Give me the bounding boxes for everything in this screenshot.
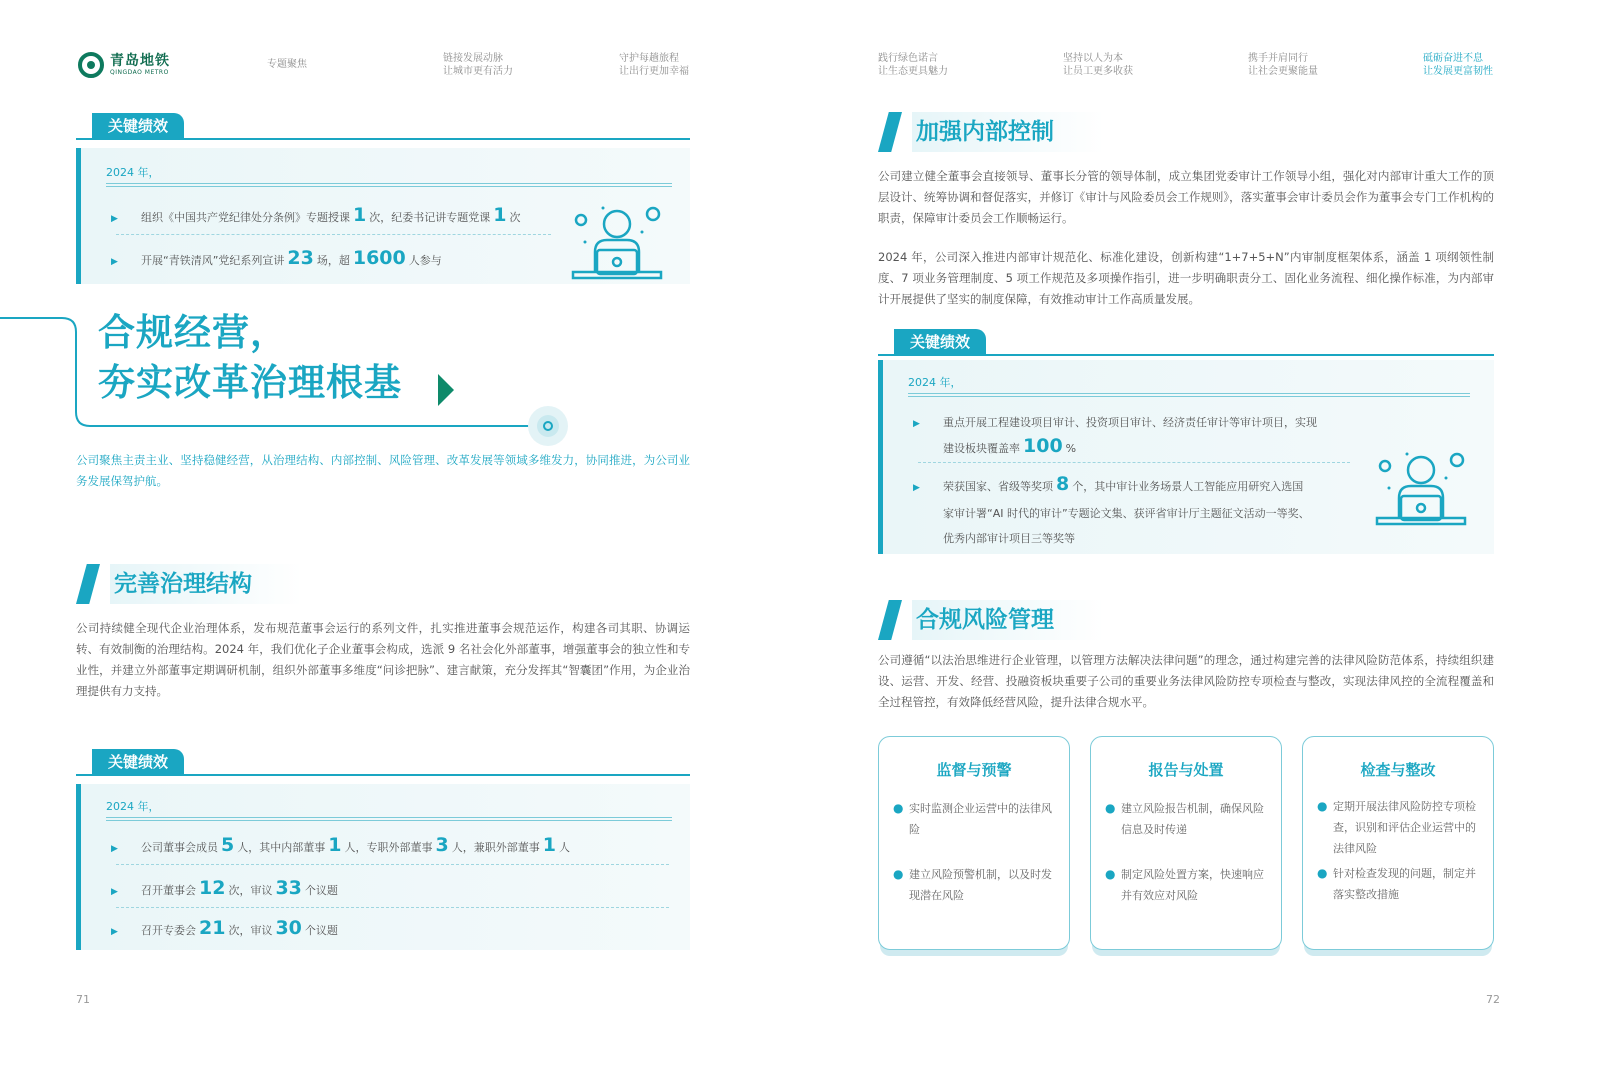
section-heading-governance (76, 564, 302, 604)
section-marker-icon (878, 112, 902, 152)
arrow-right-icon: ▶ (111, 927, 118, 937)
key-performance-box (76, 148, 690, 284)
card-item-text: 建立风险报告机制，确保风险信息及时传递 (1121, 802, 1264, 836)
internal-control-paragraph-2: 2024 年，公司深入推进内部审计规范化、标准化建设，创新构建“1+7+5+N”内审制度框架体系，涵盖 1 项纲领性制度、7 项业务管理制度、5 项工作规范及多项操作指引，进一步明确职责分工、固化业务流程、细化操作标准，为内部审计开展提供了坚实的制度保障，有效推动审计工作高质量发展。 (878, 250, 1494, 306)
kp-text: % (1065, 442, 1077, 455)
chapter-title-line1: 合规经营， (98, 311, 288, 354)
kp-text: 重点开展工程建设项目审计、投资项目审计、经济责任审计等审计项目，实现 (943, 416, 1317, 429)
kp-year: 2024 年， (106, 800, 160, 813)
nav-sublabel: 让员工更多收获 (1063, 66, 1133, 77)
page-number-right: 72 (1486, 993, 1500, 1006)
nav-sublabel: 让出行更加幸福 (619, 66, 689, 77)
kp-text: 次，审议 (228, 884, 273, 897)
kp-number: 1 (493, 204, 507, 226)
card-item-text: 实时监测企业运营中的法律风险 (909, 802, 1052, 836)
card-supervision-warning (878, 736, 1070, 950)
kp-number: 3 (435, 834, 449, 856)
arrow-right-icon: ▶ (111, 214, 118, 224)
card-report-handling (1090, 736, 1282, 950)
governance-paragraph: 公司持续健全现代企业治理体系，发布规范董事会运行的系列文件，扎实推进董事会规范运作，构建各司其职、协调运转、有效制衡的治理结构。2024 年，我们优化子企业董事会构成，选派 9 名社会化外部董事，增强董事会的独立性和专业性，并建立外部董事定期调研机制，组织外部董事多维度“问诊把脉”、建言献策，充分发挥其“智囊团”作用，为企业治理提供有力支持。 (76, 621, 690, 698)
card-inspection-rectification (1302, 736, 1494, 950)
chapter-title-line2: 夯实改革治理根基 (98, 361, 402, 404)
card-list-item (1091, 864, 1281, 906)
kp-text: 组织《中国共产党纪律处分条例》专题授课 (141, 211, 350, 224)
card-title: 报告与处置 (1148, 761, 1224, 779)
nav-item-people[interactable] (1063, 52, 1133, 78)
kp-text: 次，审议 (228, 924, 273, 937)
bullet-dot-icon: ● (893, 801, 904, 815)
nav-sublabel: 让城市更有活力 (443, 66, 513, 77)
card-item-text: 制定风险处置方案，快速响应并有效应对风险 (1121, 868, 1264, 902)
kp-number: 1 (353, 204, 367, 226)
kp-number: 1 (328, 834, 342, 856)
kp-number: 1 (542, 834, 556, 856)
bullet-dot-icon: ● (1105, 867, 1116, 881)
kp-text: 建设板块覆盖率 (943, 442, 1020, 455)
nav-item-development-active[interactable] (1423, 52, 1493, 78)
section-title: 完善治理结构 (110, 564, 302, 604)
kp-text: 场，超 (316, 254, 350, 267)
nav-label: 专题聚焦 (267, 59, 307, 70)
nav-sublabel: 让社会更聚能量 (1248, 66, 1318, 77)
key-performance-tab: 关键绩效 (92, 749, 184, 775)
kp-year: 2024 年， (908, 376, 962, 389)
kp-text: 人 (558, 841, 570, 854)
section-heading-internal-control (878, 112, 1104, 152)
card-list-item (879, 864, 1069, 906)
kp-row (111, 204, 520, 226)
arrow-right-icon: ▶ (111, 257, 118, 267)
card-list-item (879, 798, 1069, 840)
kp-top-rule (76, 138, 690, 140)
bullet-dot-icon: ● (893, 867, 904, 881)
nav-sublabel: 让发展更富韧性 (1423, 66, 1493, 77)
nav-item-feature[interactable] (267, 58, 307, 71)
section-marker-icon (878, 600, 902, 640)
kp-double-rule (908, 393, 1470, 397)
kp-dotted-separator (918, 462, 1350, 463)
person-laptop-icon (1371, 448, 1471, 530)
nav-label: 坚持以人为本 (1063, 53, 1123, 64)
key-performance-box (76, 784, 690, 950)
bullet-dot-icon: ● (1105, 801, 1116, 815)
kp-text: 开展“青铁清风”党纪系列宣讲 (141, 254, 285, 267)
kp-number: 1600 (352, 247, 406, 269)
nav-sublabel: 让生态更具魅力 (878, 66, 948, 77)
card-title: 检查与整改 (1360, 761, 1436, 779)
logo-name-cn: 青岛地铁 (110, 53, 170, 69)
kp-text: 召开专委会 (141, 924, 196, 937)
kp-text: 公司董事会成员 (141, 841, 218, 854)
kp-number: 21 (199, 917, 226, 939)
kp-text: 次 (509, 211, 521, 224)
key-performance-tab: 关键绩效 (92, 113, 184, 139)
nav-item-city[interactable] (443, 52, 513, 78)
section-marker-icon (76, 564, 100, 604)
section-title: 合规风险管理 (912, 600, 1104, 640)
compliance-risk-paragraph: 公司遵循“以法治思维进行企业管理，以管理方法解决法律问题”的理念，通过构建完善的法律风险防范体系，持续组织建设、运营、开发、经营、投融资板块重要子公司的重要业务法律风险防控专项检查与整改，实现法律风控的全流程覆盖和全过程管控，有效降低经营风险，提升法律合规水平。 (878, 653, 1494, 709)
card-list-item (1303, 796, 1493, 859)
kp-text: 次，纪委书记讲专题党课 (369, 211, 491, 224)
kp-text: 优秀内部审计项目三等奖等 (943, 532, 1075, 545)
kp-text: 人参与 (408, 254, 442, 267)
qingdao-metro-logo (78, 52, 170, 78)
arrow-right-icon: ▶ (913, 419, 920, 429)
kp-dotted-separator (116, 864, 669, 865)
card-item-text: 建立风险预警机制，以及时发现潜在风险 (909, 868, 1052, 902)
kp-text: 人，专职外部董事 (344, 841, 433, 854)
card-title: 监督与预警 (936, 761, 1012, 779)
arrow-right-icon: ▶ (111, 887, 118, 897)
kp-row (111, 877, 338, 899)
kp-number: 8 (1056, 473, 1070, 495)
kp-number: 5 (221, 834, 235, 856)
person-laptop-icon (567, 202, 667, 284)
kp-row (913, 412, 1317, 460)
card-item-text: 针对检查发现的问题，制定并落实整改措施 (1333, 867, 1476, 901)
kp-year: 2024 年， (106, 166, 160, 179)
key-performance-box (878, 360, 1494, 554)
kp-text: 家审计署“AI 时代的审计”专题论文集、获评省审计厅主题征文活动一等奖、 (943, 507, 1310, 520)
arrow-right-icon: ▶ (111, 844, 118, 854)
kp-text: 荣获国家、省级等奖项 (943, 480, 1053, 493)
bullet-dot-icon: ● (1317, 799, 1328, 813)
kp-double-rule (106, 183, 672, 187)
arrow-right-icon: ▶ (913, 483, 920, 493)
card-list-item (1303, 863, 1493, 905)
kp-top-rule (76, 774, 690, 776)
card-item-text: 定期开展法律风险防控专项检查，识别和评估企业运营中的法律风险 (1333, 800, 1476, 855)
section-title: 加强内部控制 (912, 112, 1104, 152)
kp-row (111, 917, 338, 939)
internal-control-paragraph-1: 公司建立健全董事会直接领导、董事长分管的领导体制，成立集团党委审计工作领导小组，强化对内部审计重大工作的顶层设计、统筹协调和督促落实，并修订《审计与风险委员会工作规则》，落实董事会审计委员会作为董事会专门工作机构的职责，保障审计委员会工作顺畅运行。 (878, 169, 1494, 225)
kp-number: 100 (1023, 435, 1063, 457)
metro-logo-icon (78, 52, 104, 78)
nav-item-travel[interactable] (619, 52, 689, 78)
key-performance-tab: 关键绩效 (894, 329, 986, 355)
kp-number: 12 (199, 877, 226, 899)
card-list-item (1091, 798, 1281, 840)
kp-text: 个议题 (304, 884, 338, 897)
nav-item-green[interactable] (878, 52, 948, 78)
nav-label: 携手并肩同行 (1248, 53, 1308, 64)
page-number-left: 71 (76, 993, 90, 1006)
kp-double-rule (106, 817, 672, 821)
nav-label: 守护每趟旅程 (619, 53, 679, 64)
kp-row (111, 247, 442, 269)
nav-label: 践行绿色诺言 (878, 53, 938, 64)
kp-number: 33 (275, 877, 302, 899)
kp-row (111, 834, 570, 856)
bullet-dot-icon: ● (1317, 866, 1328, 880)
kp-number: 30 (275, 917, 302, 939)
section-heading-compliance-risk (878, 600, 1104, 640)
kp-dotted-separator (116, 907, 669, 908)
kp-top-rule (878, 354, 1494, 356)
kp-text: 人，兼职外部董事 (451, 841, 540, 854)
nav-label: 砥砺奋进不息 (1423, 53, 1483, 64)
chapter-intro: 公司聚焦主责主业、坚持稳健经营，从治理结构、内部控制、风险管理、改革发展等领域多维发力，协同推进，为公司业务发展保驾护航。 (76, 453, 690, 488)
logo-name-en: QINGDAO METRO (110, 69, 169, 76)
kp-text: 召开董事会 (141, 884, 196, 897)
kp-text: 个，其中审计业务场景人工智能应用研究入选国 (1072, 480, 1304, 493)
kp-dotted-separator (116, 234, 551, 235)
nav-item-society[interactable] (1248, 52, 1318, 78)
kp-text: 个议题 (304, 924, 338, 937)
kp-row (913, 472, 1310, 551)
kp-number: 23 (287, 247, 314, 269)
kp-text: 人，其中内部董事 (237, 841, 326, 854)
nav-label: 链接发展动脉 (443, 53, 503, 64)
